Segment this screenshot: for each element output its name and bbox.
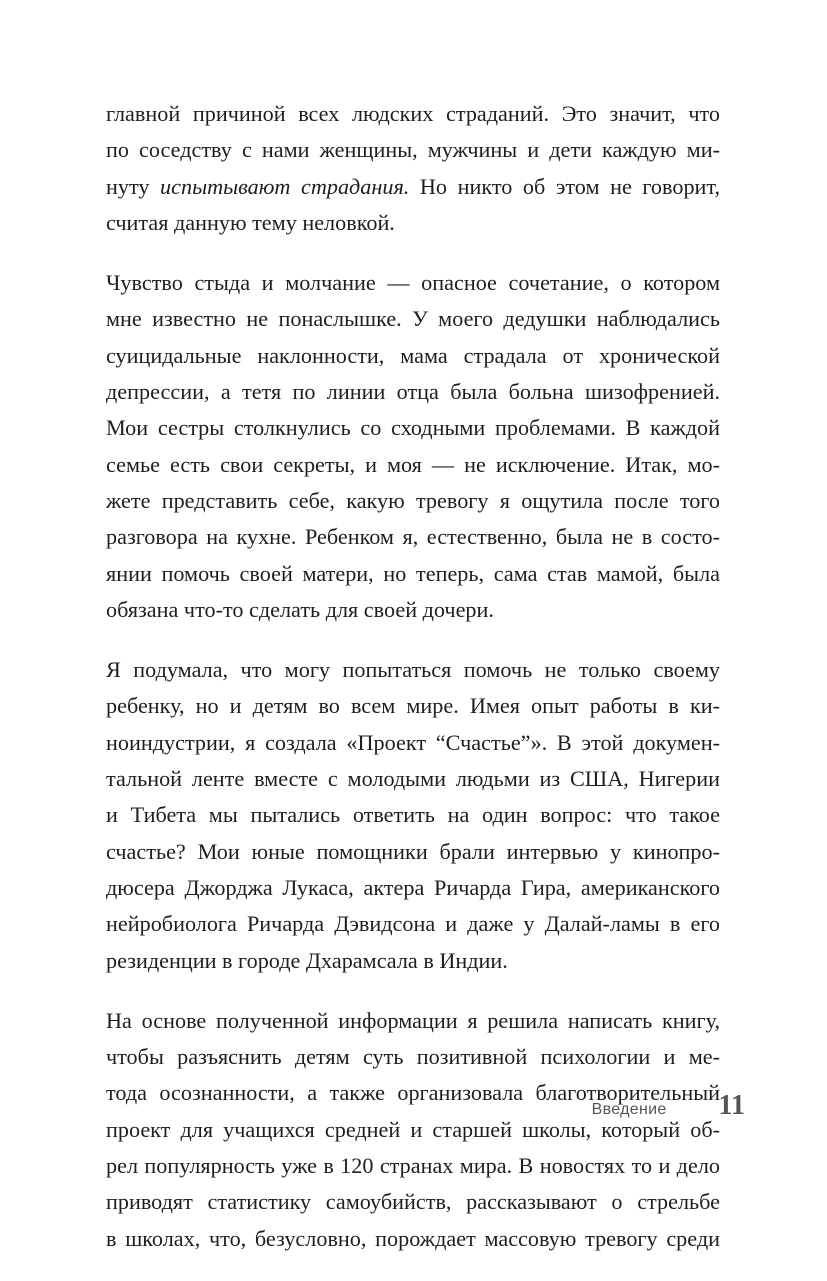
text-line: резиденции в городе Дхарамсала в Индии. (106, 947, 508, 973)
text-line: ребенку, но и детям во всем мире. Имея опыт работы в ки- (106, 693, 720, 719)
text-line: тальной ленте вместе с молодыми людьми из США, Нигерии (106, 766, 720, 792)
text-line: депрессии, а тетя по линии отца была больна шизофренией. (106, 379, 720, 405)
text-line: На основе полученной информации я решила написать книгу, (106, 1007, 720, 1033)
text-line: янии помочь своей матери, но теперь, сама став мамой, была (106, 560, 720, 586)
text-line: в школах, что, безусловно, порождает массовую тревогу среди (106, 1225, 720, 1251)
text-line: Чувство стыда и молчание — опасное сочетание, о котором (106, 270, 720, 296)
text-line: суицидальные наклонности, мама страдала от хронической (106, 342, 720, 368)
text-line: главной причиной всех людских страданий. Это значит, что (106, 101, 720, 126)
text-line: мне известно не понаслышке. У моего дедушки наблюдались (106, 306, 720, 332)
text-line: счастье? Мои юные помощники брали интервью у кинопро- (106, 838, 720, 864)
paragraph (106, 652, 720, 979)
text-line: тода осознанности, а также организовала благотворительный (106, 1080, 720, 1106)
page-footer (592, 1090, 745, 1122)
text-line: считая данную тему неловкой. (106, 209, 395, 235)
text-line: приводят статистику самоубийств, рассказывают о стрельбе (106, 1189, 720, 1215)
text-line: нейробиолога Ричарда Дэвидсона и даже у Далай-ламы в его (106, 911, 720, 937)
paragraph (106, 96, 720, 241)
text-line: проект для учащихся средней и старшей школы, который об- (106, 1116, 720, 1142)
text-line: ноиндустрии, я создала «Проект “Счастье”». В этой докумен- (106, 729, 720, 755)
text-line: Я подумала, что могу попытаться помочь не только своему (106, 657, 720, 683)
text-line: Мои сестры столкнулись со сходными проблемами. В каждой (106, 415, 720, 441)
text-line: нуту испытывают страдания. Но никто об этом не говорит, (106, 173, 720, 199)
text-line: семье есть свои секреты, и моя — не исключение. Итак, мо- (106, 451, 720, 477)
paragraph (106, 265, 720, 628)
text-line: и Тибета мы пытались ответить на один вопрос: что такое (106, 802, 720, 828)
text-line: рел популярность уже в 120 странах мира. В новостях то и дело (106, 1153, 720, 1179)
text-line: разговора на кухне. Ребенком я, естественно, была не в состо- (106, 524, 720, 550)
text-line: обязана что-то сделать для своей дочери. (106, 596, 494, 622)
text-line: дюсера Джорджа Лукаса, актера Ричарда Гира, американского (106, 874, 720, 900)
running-footer-section: Введение (591, 1101, 667, 1118)
text-line: по соседству с нами женщины, мужчины и дети каждую ми- (106, 137, 720, 163)
italic-emphasis: испытывают страдания. (160, 173, 410, 199)
paragraph (106, 1003, 720, 1257)
text-line: чтобы разъяснить детям суть позитивной психологии и ме- (106, 1044, 720, 1070)
text-line: жете представить себе, какую тревогу я ощутила после того (106, 487, 720, 513)
page-number: 11 (718, 1090, 745, 1121)
